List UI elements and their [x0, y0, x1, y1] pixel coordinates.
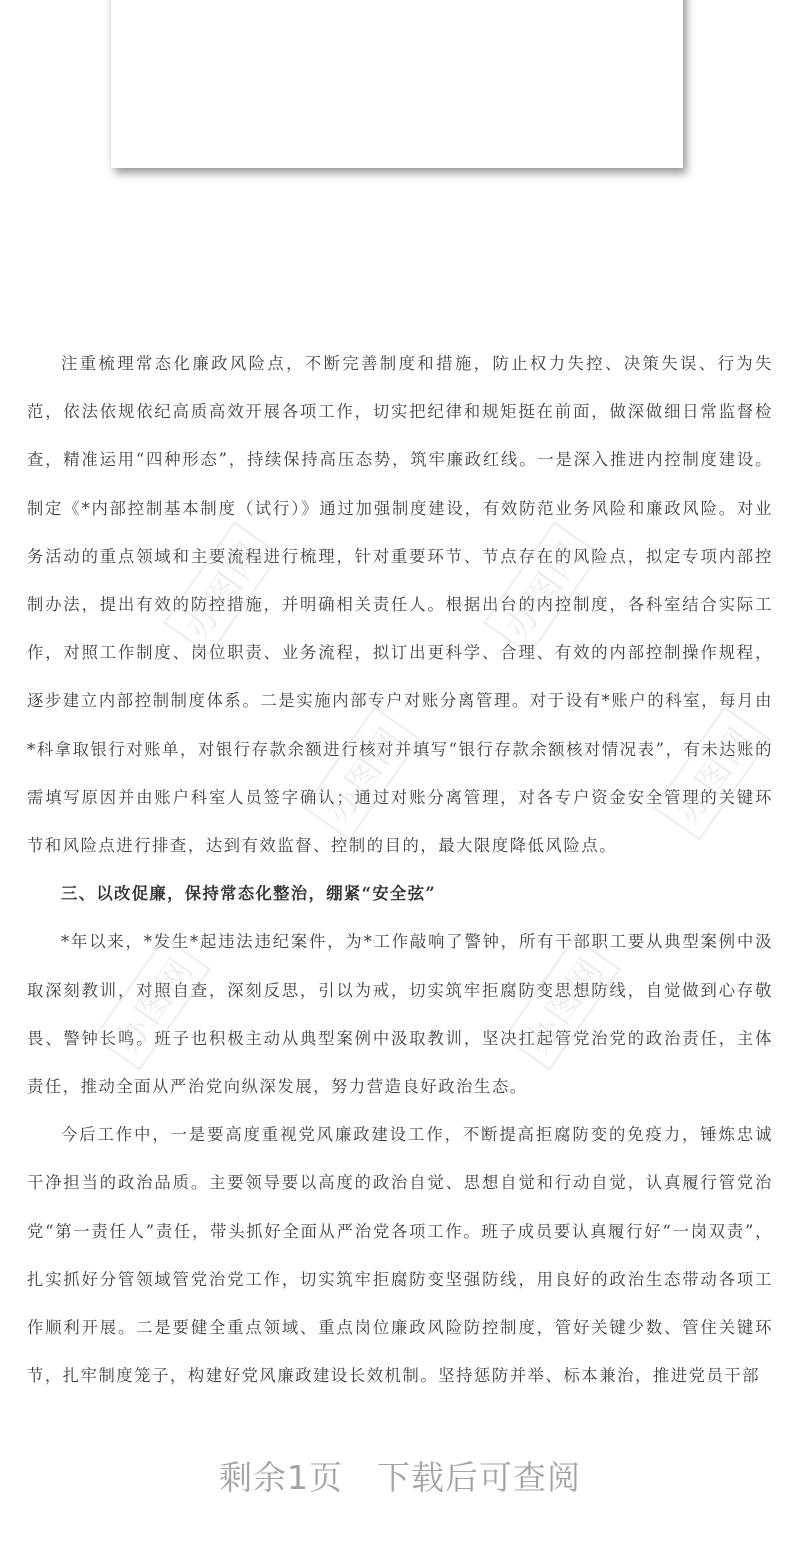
previous-page-preview	[111, 0, 683, 168]
watermark-logo: 办图网	[653, 706, 771, 840]
watermark-logo: 办图网	[503, 936, 621, 1070]
paragraph-1: 注重梳理常态化廉政风险点，不断完善制度和措施，防止权力失控、决策失误、行为失范，依法依规依纪高质高效开展各项工作，切实把纪律和规矩挺在前面，做深做细日常监督检查，精准运用“四种形态”，持续保持高压态势，筑牢廉政红线。一是深入推进内控制度建设。制定《*内部控制基本制度（试行）》通过加强制度建设，有效防范业务风险和廉政风险。对业务活动的重点领域和主要流程进行梳理，针对重要环节、节点存在的风险点，拟定专项内部控制办法，提出有效的防控措施，并明确相关责任人。根据出台的内控制度，各科室结合实际工作，对照工作制度、岗位职责、业务流程，拟订出更科学、合理、有效的内部控制操作规程，逐步建立内部控制制度体系。二是实施内部专户对账分离管理。对于设有*账户的科室，每月由*科拿取银行对账单，对银行存款余额进行核对并填写“银行存款余额核对情况表”，有未达账的需填写原因并由账户科室人员签字确认；通过对账分离管理，对各专户资金安全管理的关键环节和风险点进行排查，达到有效监督、控制的目的，最大限度降低风险点。	[27, 354, 773, 856]
watermark-logo: 办图网	[163, 521, 281, 655]
watermark-logo: 办图网	[483, 521, 601, 655]
paragraph-2: *年以来，*发生*起违法违纪案件，为*工作敲响了警钟，所有干部职工要从典型案例中汲取深刻教训，对照自查，深刻反思，引以为戒，切实筑牢拒腐防变思想防线，自觉做到心存敬畏、警钟长鸣。班子也积极主动从典型案例中汲取教训，坚决扛起管党治党的政治责任，主体责任，推动全面从严治党向纵深发展，努力营造良好政治生态。	[27, 932, 773, 1097]
section-heading-2	[181, 0, 402, 1]
watermark-logo: 办图网	[303, 706, 421, 840]
download-prompt-label[interactable]: 下载后可查阅	[377, 1458, 581, 1497]
remaining-pages-label: 剩余1页	[219, 1458, 343, 1497]
download-to-read-more-banner[interactable]	[0, 1452, 800, 1499]
section-heading-3: 三、以改促廉，保持常态化整治，绷紧“安全弦”	[61, 884, 437, 904]
watermark-logo: 办图网	[93, 936, 211, 1070]
document-body	[27, 340, 773, 1400]
paragraph-3: 今后工作中，一是要高度重视党风廉政建设工作，不断提高拒腐防变的免疫力，锤炼忠诚干净担当的政治品质。主要领导要以高度的政治自觉、思想自觉和行动自觉，认真履行管党治党“第一责任人”责任，带头抓好全面从严治党各项工作。班子成员要认真履行好“一岗双责”，扎实抓好分管领域管党治党工作，切实筑牢拒腐防变坚强防线，用良好的政治生态带动各项工作顺利开展。二是要健全重点领域、重点岗位廉政风险防控制度，管好关键少数、管住关键环节，扎牢制度笼子，构建好党风廉政建设长效机制。坚持惩防并举、标本兼治，推进党员干部	[27, 1125, 773, 1386]
